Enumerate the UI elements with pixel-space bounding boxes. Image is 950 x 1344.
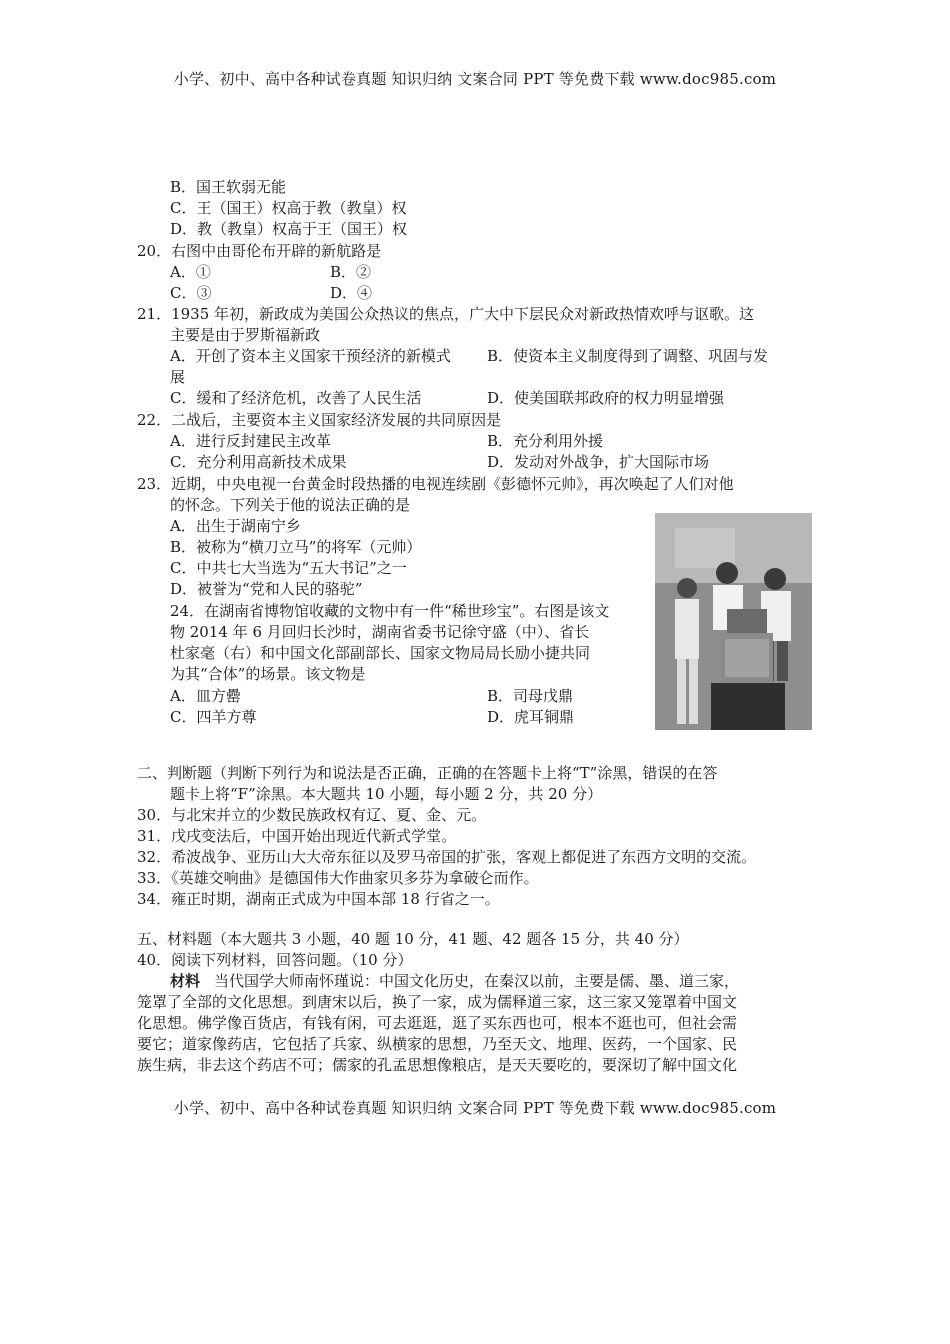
section2-title-line2: 题卡上将“F”涂黑。本大题共 10 小题，每小题 2 分，共 20 分） bbox=[170, 785, 603, 803]
photo-illustration bbox=[655, 513, 812, 730]
q21-option-a: A．开创了资本主义国家干预经济的新模式 bbox=[170, 347, 451, 365]
section5-title: 五、材料题（本大题共 3 小题，40 题 10 分，41 题、42 题各 15 分，共 40 分） bbox=[137, 930, 689, 948]
q21-option-d: D．使美国联邦政府的权力明显增强 bbox=[487, 389, 725, 407]
q33: 33．《英雄交响曲》是德国伟大作曲家贝多芬为拿破仑而作。 bbox=[137, 869, 539, 887]
q23-option-c: C．中共七大当选为“五大书记”之一 bbox=[170, 559, 407, 577]
q19-option-b: B．国王软弱无能 bbox=[170, 178, 287, 196]
q34: 34．雍正时期，湖南正式成为中国本部 18 行省之一。 bbox=[137, 890, 500, 908]
artifact-ceremony-photo bbox=[655, 513, 812, 730]
q19-option-c: C．王（国王）权高于教（教皇）权 bbox=[170, 199, 407, 217]
q19-option-d: D．教（教皇）权高于王（国王）权 bbox=[170, 220, 408, 238]
q32: 32．希波战争、亚历山大大帝东征以及罗马帝国的扩张，客观上都促进了东西方文明的交流。 bbox=[137, 848, 757, 866]
q24-option-d: D．虎耳铜鼎 bbox=[487, 708, 575, 726]
q22-option-c: C．充分利用高新技术成果 bbox=[170, 453, 347, 471]
material-line3: 化思想。佛学像百货店，有钱有闲，可去逛逛，逛了买东西也可，根本不逛也可，但社会需 bbox=[137, 1014, 738, 1032]
material-line5: 族生病，非去这个药店不可；儒家的孔孟思想像粮店，是天天要吃的，要深切了解中国文化 bbox=[137, 1056, 738, 1074]
q21-option-b-cont: 展 bbox=[170, 368, 186, 386]
q23-option-a: A．出生于湖南宁乡 bbox=[170, 517, 301, 535]
section2-title-line1: 二、判断题（判断下列行为和说法是否正确，正确的在答题卡上将“T”涂黑，错误的在答 bbox=[137, 764, 718, 782]
q23-option-d: D．被誉为“党和人民的骆驼” bbox=[170, 580, 363, 598]
q22-stem: 22．二战后，主要资本主义国家经济发展的共同原因是 bbox=[137, 411, 502, 429]
q23-stem-line1: 23．近期，中央电视一台黄金时段热播的电视连续剧《彭德怀元帅》，再次唤起了人们对他 bbox=[137, 475, 734, 493]
q24-stem-line1: 24．在湖南省博物馆收藏的文物中有一件“稀世珍宝”。右图是该文 bbox=[170, 602, 610, 620]
q20-option-b: B．② bbox=[330, 263, 372, 281]
q22-option-d: D．发动对外战争，扩大国际市场 bbox=[487, 453, 710, 471]
material-label: 材料 bbox=[170, 972, 201, 990]
q24-option-c: C．四羊方尊 bbox=[170, 708, 257, 726]
q21-stem-line1: 21．1935 年初，新政成为美国公众热议的焦点，广大中下层民众对新政热情欢呼与讴歌。这 bbox=[137, 305, 755, 323]
q24-stem-line2: 物 2014 年 6 月回归长沙时，湖南省委书记徐守盛（中）、省长 bbox=[170, 623, 590, 641]
q23-stem-line2: 的怀念。下列关于他的说法正确的是 bbox=[170, 496, 411, 514]
q24-stem-line4: 为其“合体”的场景。该文物是 bbox=[170, 665, 366, 683]
q21-stem-line2: 主要是由于罗斯福新政 bbox=[170, 326, 321, 344]
page-footer: 小学、初中、高中各种试卷真题 知识归纳 文案合同 PPT 等免费下载 www.doc985.com bbox=[173, 1099, 777, 1117]
q21-option-b: B．使资本主义制度得到了调整、巩固与发 bbox=[487, 347, 769, 365]
q20-stem: 20．右图中由哥伦布开辟的新航路是 bbox=[137, 242, 382, 260]
material-text-1: 当代国学大师南怀瑾说：中国文化历史，在秦汉以前，主要是儒、墨、道三家， bbox=[214, 972, 740, 990]
q31: 31．戊戌变法后，中国开始出现近代新式学堂。 bbox=[137, 827, 457, 845]
q20-option-a: A．① bbox=[170, 263, 211, 281]
material-line1 bbox=[170, 971, 739, 991]
q21-option-c: C．缓和了经济危机，改善了人民生活 bbox=[170, 389, 422, 407]
q22-option-a: A．进行反封建民主改革 bbox=[170, 432, 331, 450]
q20-option-c: C．③ bbox=[170, 284, 212, 302]
material-line2: 笼罩了全部的文化思想。到唐宋以后，换了一家，成为儒释道三家，这三家又笼罩着中国文 bbox=[137, 993, 738, 1011]
q24-option-b: B．司母戊鼎 bbox=[487, 687, 574, 705]
q20-option-d: D．④ bbox=[330, 284, 373, 302]
q24-stem-line3: 杜家毫（右）和中国文化部副部长、国家文物局局长励小捷共同 bbox=[170, 644, 591, 662]
q30: 30．与北宋并立的少数民族政权有辽、夏、金、元。 bbox=[137, 806, 487, 824]
q22-option-b: B．充分利用外援 bbox=[487, 432, 604, 450]
page-header: 小学、初中、高中各种试卷真题 知识归纳 文案合同 PPT 等免费下载 www.doc985.com bbox=[173, 70, 777, 88]
q24-option-a: A．皿方罍 bbox=[170, 687, 241, 705]
q23-option-b: B．被称为“横刀立马”的将军（元帅） bbox=[170, 538, 422, 556]
q40-stem: 40．阅读下列材料，回答问题。（10 分） bbox=[137, 951, 413, 969]
material-line4: 要它；道家像药店，它包括了兵家、纵横家的思想，乃至天文、地理、医药，一个国家、民 bbox=[137, 1035, 738, 1053]
